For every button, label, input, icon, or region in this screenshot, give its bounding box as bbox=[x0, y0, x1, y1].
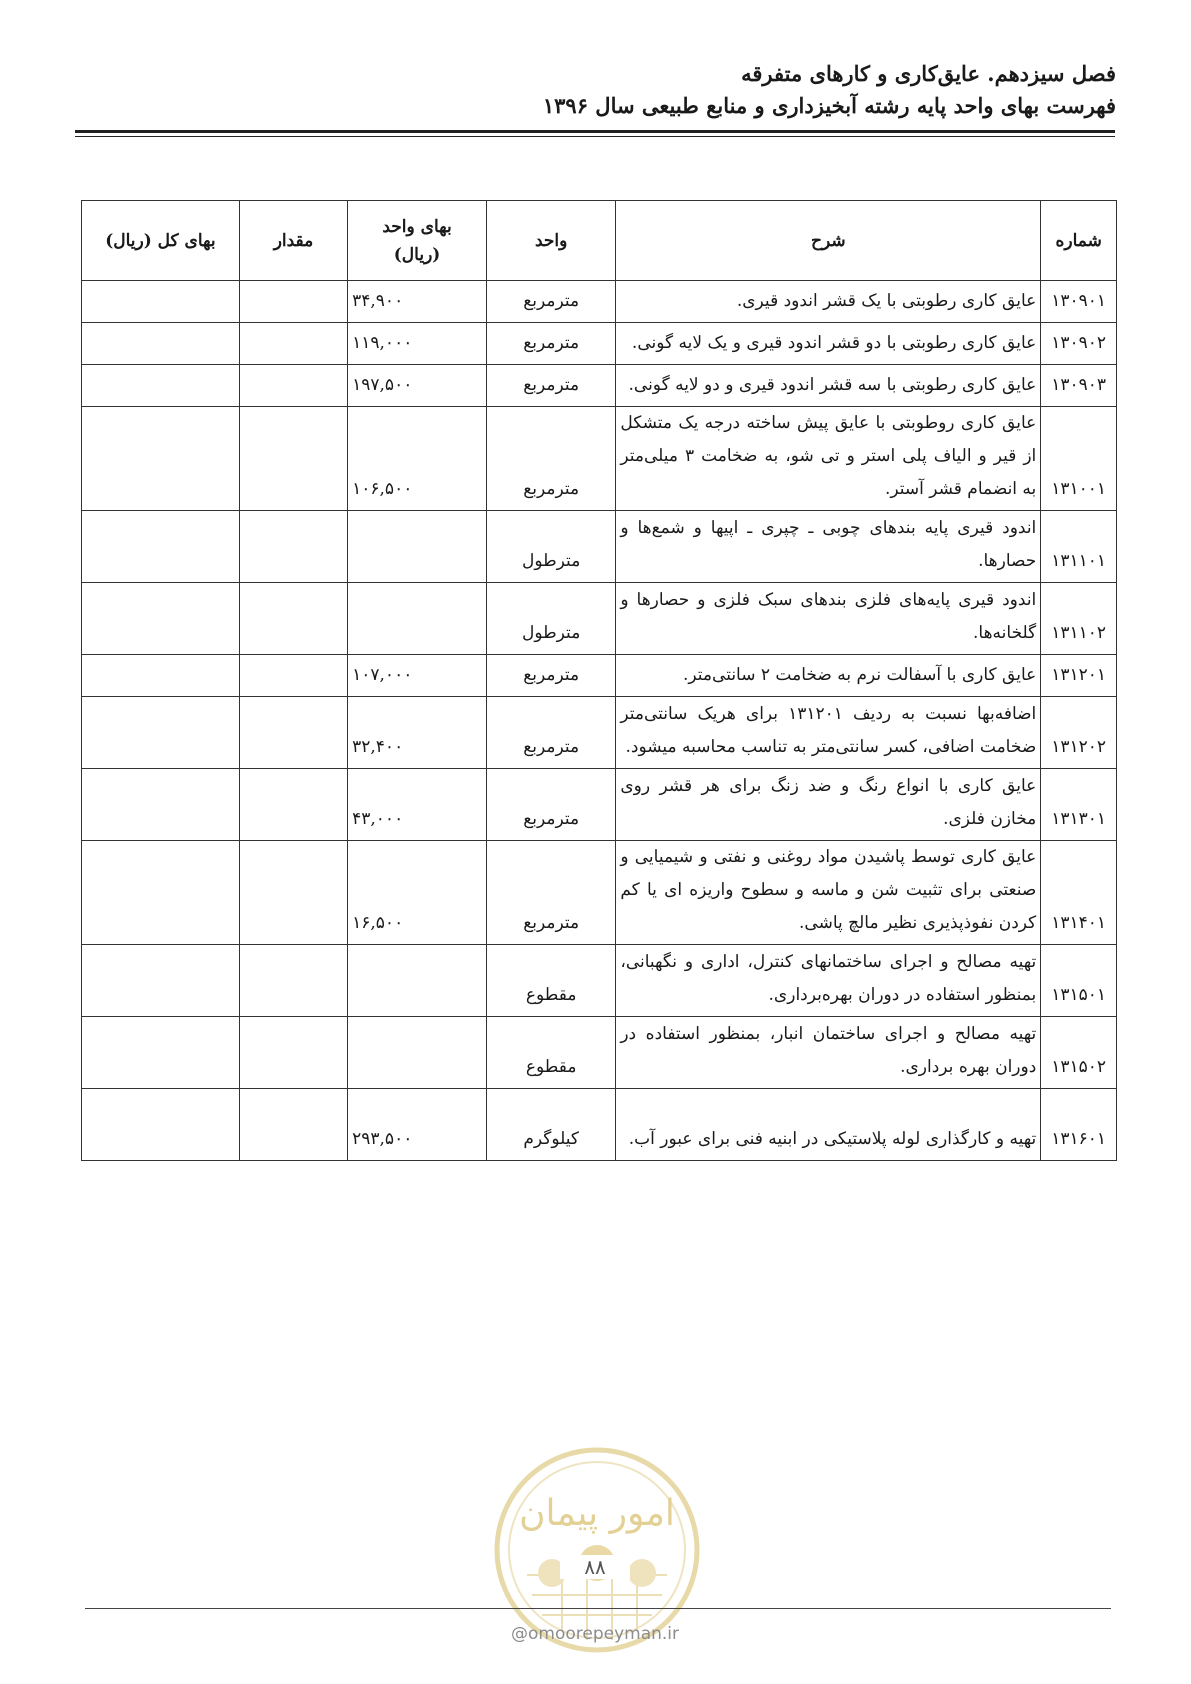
row-unit: مترطول bbox=[486, 511, 615, 583]
table-row bbox=[82, 511, 1117, 583]
table-row bbox=[82, 1017, 1117, 1089]
row-description: عایق کاری رطوبتی با یک قشر اندود قیری. bbox=[616, 281, 1041, 323]
row-code: ۱۳۱۴۰۱ bbox=[1041, 841, 1117, 945]
row-total-price bbox=[82, 655, 240, 697]
table-row bbox=[82, 1089, 1117, 1161]
row-description: عایق کاری توسط پاشیدن مواد روغنی و نفتی و شیمیایی و صنعتی برای تثبیت شن و ماسه و سطوح واریزه ای یا کم کردن نفوذپذیری نظیر مالچ پاشی. bbox=[616, 841, 1041, 945]
table-row bbox=[82, 655, 1117, 697]
website-link[interactable]: @omoorepeyman.ir bbox=[510, 1624, 680, 1644]
header-rule-thin bbox=[75, 136, 1115, 137]
row-unit: مترمربع bbox=[486, 697, 615, 769]
row-unit: مترمربع bbox=[486, 407, 615, 511]
row-unit-price: ۱۰۷,۰۰۰ bbox=[348, 655, 487, 697]
row-code: ۱۳۱۱۰۱ bbox=[1041, 511, 1117, 583]
row-code: ۱۳۱۱۰۲ bbox=[1041, 583, 1117, 655]
row-description: اندود قیری پایه‌های فلزی بندهای سبک فلزی و حصارها و گلخانه‌ها. bbox=[616, 583, 1041, 655]
row-unit: مترمربع bbox=[486, 281, 615, 323]
row-description: عایق کاری روطوبتی با عایق پیش ساخته درجه یک متشکل از قیر و الیاف پلی استر و تی شو، به ضخامت ۳ میلی‌متر به انضمام قشر آستر. bbox=[616, 407, 1041, 511]
row-quantity bbox=[239, 1017, 347, 1089]
row-code: ۱۳۰۹۰۱ bbox=[1041, 281, 1117, 323]
row-unit: مترمربع bbox=[486, 769, 615, 841]
row-description: اضافه‌بها نسبت به ردیف ۱۳۱۲۰۱ برای هریک سانتی‌متر ضخامت اضافی، کسر سانتی‌متر به تناسب محاسبه میشود. bbox=[616, 697, 1041, 769]
page-header bbox=[76, 58, 1116, 122]
row-code: ۱۳۱۵۰۱ bbox=[1041, 945, 1117, 1017]
row-code: ۱۳۱۰۰۱ bbox=[1041, 407, 1117, 511]
row-quantity bbox=[239, 945, 347, 1017]
footer-rule bbox=[85, 1608, 1111, 1609]
row-quantity bbox=[239, 407, 347, 511]
row-unit-price: ۱۱۹,۰۰۰ bbox=[348, 323, 487, 365]
table-row bbox=[82, 407, 1117, 511]
table-row bbox=[82, 365, 1117, 407]
header-unit-price bbox=[348, 201, 487, 281]
row-total-price bbox=[82, 583, 240, 655]
row-code: ۱۳۰۹۰۳ bbox=[1041, 365, 1117, 407]
table-row bbox=[82, 945, 1117, 1017]
row-code: ۱۳۱۵۰۲ bbox=[1041, 1017, 1117, 1089]
row-unit-price: ۲۹۳,۵۰۰ bbox=[348, 1089, 487, 1161]
row-unit: مترمربع bbox=[486, 365, 615, 407]
header-unit: واحد bbox=[486, 201, 615, 281]
row-code: ۱۳۱۶۰۱ bbox=[1041, 1089, 1117, 1161]
row-total-price bbox=[82, 1017, 240, 1089]
row-description: عایق کاری رطوبتی با سه قشر اندود قیری و دو لایه گونی. bbox=[616, 365, 1041, 407]
document-subtitle: فهرست بهای واحد پایه رشته آبخیزداری و منابع طبیعی سال ۱۳۹۶ bbox=[542, 93, 1116, 118]
row-quantity bbox=[239, 841, 347, 945]
row-code: ۱۳۱۳۰۱ bbox=[1041, 769, 1117, 841]
row-description: عایق کاری با آسفالت نرم به ضخامت ۲ سانتی‌متر. bbox=[616, 655, 1041, 697]
table-row bbox=[82, 281, 1117, 323]
row-total-price bbox=[82, 323, 240, 365]
row-quantity bbox=[239, 281, 347, 323]
row-unit: مقطوع bbox=[486, 1017, 615, 1089]
header-description: شرح bbox=[616, 201, 1041, 281]
row-unit-price bbox=[348, 583, 487, 655]
table-row bbox=[82, 323, 1117, 365]
header-code: شماره bbox=[1041, 201, 1117, 281]
row-total-price bbox=[82, 407, 240, 511]
row-unit-price: ۳۲,۴۰۰ bbox=[348, 697, 487, 769]
row-total-price bbox=[82, 281, 240, 323]
row-quantity bbox=[239, 655, 347, 697]
row-quantity bbox=[239, 697, 347, 769]
table-row bbox=[82, 769, 1117, 841]
row-quantity bbox=[239, 1089, 347, 1161]
table-row bbox=[82, 583, 1117, 655]
row-description: تهیه مصالح و اجرای ساختمان انبار، بمنظور استفاده در دوران بهره برداری. bbox=[616, 1017, 1041, 1089]
row-unit: مترطول bbox=[486, 583, 615, 655]
row-quantity bbox=[239, 365, 347, 407]
row-description: تهیه و کارگذاری لوله پلاستیکی در ابنیه فنی برای عبور آب. bbox=[616, 1089, 1041, 1161]
row-unit-price: ۱۶,۵۰۰ bbox=[348, 841, 487, 945]
chapter-title: فصل سیزدهم. عایق‌کاری و کارهای متفرقه bbox=[741, 61, 1116, 86]
row-description: عایق کاری با انواع رنگ و ضد زنگ برای هر قشر روی مخازن فلزی. bbox=[616, 769, 1041, 841]
header-total-price: بهای کل (ریال) bbox=[82, 201, 240, 281]
row-unit: مترمربع bbox=[486, 655, 615, 697]
row-code: ۱۳۱۲۰۱ bbox=[1041, 655, 1117, 697]
row-unit-price: ۱۹۷,۵۰۰ bbox=[348, 365, 487, 407]
row-code: ۱۳۰۹۰۲ bbox=[1041, 323, 1117, 365]
row-quantity bbox=[239, 769, 347, 841]
row-code: ۱۳۱۲۰۲ bbox=[1041, 697, 1117, 769]
row-unit: مترمربع bbox=[486, 841, 615, 945]
row-unit-price: ۳۴,۹۰۰ bbox=[348, 281, 487, 323]
header-rule-thick bbox=[75, 130, 1115, 133]
row-unit-price: ۴۳,۰۰۰ bbox=[348, 769, 487, 841]
row-quantity bbox=[239, 323, 347, 365]
row-description: عایق کاری رطوبتی با دو قشر اندود قیری و یک لایه گونی. bbox=[616, 323, 1041, 365]
row-total-price bbox=[82, 841, 240, 945]
row-unit: کیلوگرم bbox=[486, 1089, 615, 1161]
table-row bbox=[82, 697, 1117, 769]
table-row bbox=[82, 841, 1117, 945]
price-list-table bbox=[81, 200, 1117, 1161]
row-total-price bbox=[82, 1089, 240, 1161]
row-unit-price bbox=[348, 945, 487, 1017]
row-total-price bbox=[82, 511, 240, 583]
row-description: اندود قیری پایه بندهای چوبی ـ چپری ـ اپیها و شمع‌ها و حصارها. bbox=[616, 511, 1041, 583]
page-number: ۸۸ bbox=[560, 1555, 630, 1579]
row-total-price bbox=[82, 365, 240, 407]
row-unit-price bbox=[348, 1017, 487, 1089]
row-quantity bbox=[239, 583, 347, 655]
row-total-price bbox=[82, 697, 240, 769]
row-total-price bbox=[82, 769, 240, 841]
row-unit: مقطوع bbox=[486, 945, 615, 1017]
row-total-price bbox=[82, 945, 240, 1017]
row-unit: مترمربع bbox=[486, 323, 615, 365]
row-unit-price: ۱۰۶,۵۰۰ bbox=[348, 407, 487, 511]
header-unit-price-text: بهای واحد (ریال) bbox=[382, 216, 452, 265]
row-description: تهیه مصالح و اجرای ساختمانهای کنترل، اداری و نگهبانی، بمنظور استفاده در دوران بهره‌برداری. bbox=[616, 945, 1041, 1017]
row-quantity bbox=[239, 511, 347, 583]
row-unit-price bbox=[348, 511, 487, 583]
table-header-row bbox=[82, 201, 1117, 281]
header-quantity: مقدار bbox=[239, 201, 347, 281]
watermark-text: امور پیمان bbox=[519, 1493, 675, 1534]
